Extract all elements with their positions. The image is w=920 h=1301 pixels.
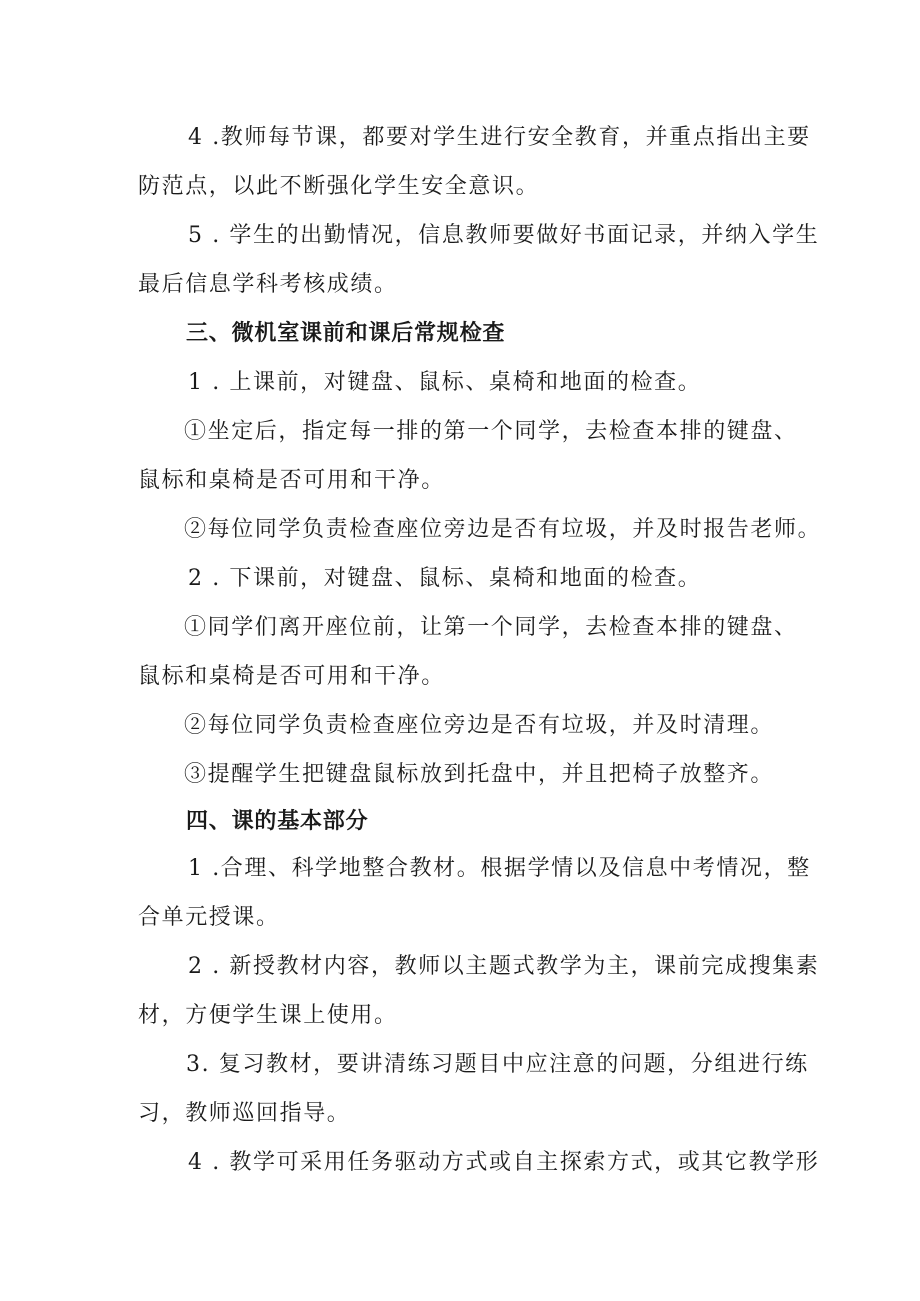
text-line: 2 . 新授教材内容，教师以主题式教学为主，课前完成搜集素 bbox=[188, 954, 820, 979]
text-line: ①坐定后，指定每一排的第一个同学，去检查本排的键盘、 bbox=[184, 419, 798, 444]
text-line: ②每位同学负责检查座位旁边是否有垃圾，并及时清理。 bbox=[184, 713, 775, 738]
text-line: 2 . 下课前，对键盘、鼠标、桌椅和地面的检查。 bbox=[188, 566, 702, 591]
text-line: 鼠标和桌椅是否可用和干净。 bbox=[138, 664, 445, 689]
text-line: 防范点，以此不断强化学生安全意识。 bbox=[138, 174, 540, 199]
text-line: 4 .教师每节课，都要对学生进行安全教育，并重点指出主要 bbox=[188, 125, 811, 150]
text-line: 合单元授课。 bbox=[138, 905, 280, 930]
text-line: 材，方便学生课上使用。 bbox=[138, 1003, 398, 1028]
text-line: 4 . 教学可采用任务驱动方式或自主探索方式，或其它教学形 bbox=[188, 1150, 820, 1175]
section-heading: 三、微机室课前和课后常规检查 bbox=[186, 321, 506, 346]
text-line: 5 . 学生的出勤情况，信息教师要做好书面记录，并纳入学生 bbox=[188, 223, 820, 248]
text-line: ③提醒学生把键盘鼠标放到托盘中，并且把椅子放整齐。 bbox=[184, 762, 775, 787]
text-line: ①同学们离开座位前，让第一个同学，去检查本排的键盘、 bbox=[184, 615, 798, 640]
text-line: 最后信息学科考核成绩。 bbox=[138, 272, 398, 297]
text-line: 3. 复习教材，要讲清练习题目中应注意的问题，分组进行练 bbox=[186, 1052, 809, 1077]
section-heading: 四、课的基本部分 bbox=[186, 809, 369, 834]
text-line: 1 .合理、科学地整合教材。根据学情以及信息中考情况，整 bbox=[188, 856, 811, 881]
text-line: 鼠标和桌椅是否可用和干净。 bbox=[138, 468, 445, 493]
text-line: 习，教师巡回指导。 bbox=[138, 1101, 351, 1126]
text-line: ②每位同学负责检查座位旁边是否有垃圾，并及时报告老师。 bbox=[184, 517, 822, 542]
text-line: 1 . 上课前，对键盘、鼠标、桌椅和地面的检查。 bbox=[188, 370, 702, 395]
